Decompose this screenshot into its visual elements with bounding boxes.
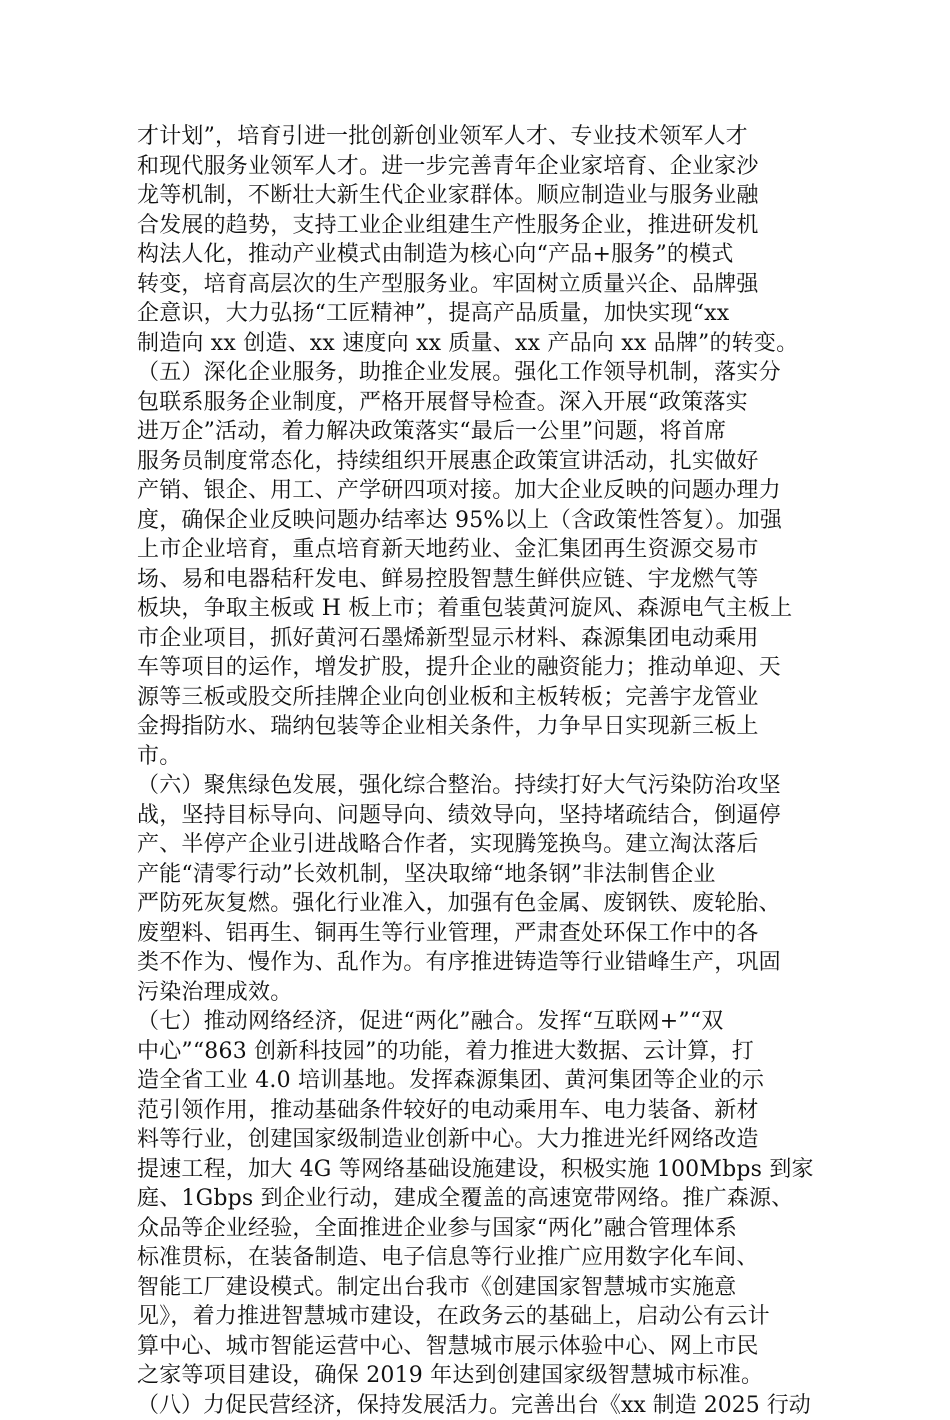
text-line: 产能“清零行动”长效机制，坚决取缔“地条钢”非法制售企业 xyxy=(137,860,817,890)
text-line: 合发展的趋势，支持工业企业组建生产性服务企业，推进研发机 xyxy=(137,211,817,241)
text-line: 庭、1Gbps 到企业行动，建成全覆盖的高速宽带网络。推广森源、 xyxy=(137,1184,817,1214)
text-line: 源等三板或股交所挂牌企业向创业板和主板转板；完善宇龙管业 xyxy=(137,683,817,713)
text-line: 中心”“863 创新科技园”的功能，着力推进大数据、云计算，打 xyxy=(137,1037,817,1067)
text-line: 污染治理成效。 xyxy=(137,978,817,1008)
text-line: 企意识，大力弘扬“工匠精神”，提高产品质量，加快实现“xx xyxy=(137,299,817,329)
text-line: 场、易和电器秸秆发电、鲜易控股智慧生鲜供应链、宇龙燃气等 xyxy=(137,565,817,595)
text-line: 提速工程，加大 4G 等网络基础设施建设，积极实施 100Mbps 到家 xyxy=(137,1155,817,1185)
text-line: 板块，争取主板或 H 板上市；着重包装黄河旋风、森源电气主板上 xyxy=(137,594,817,624)
text-line: 范引领作用，推动基础条件较好的电动乘用车、电力装备、新材 xyxy=(137,1096,817,1126)
text-line: 进万企”活动，着力解决政策落实“最后一公里”问题，将首席 xyxy=(137,417,817,447)
body-text xyxy=(137,122,817,1420)
text-line: （六）聚焦绿色发展，强化综合整治。持续打好大气污染防治攻坚 xyxy=(137,771,817,801)
text-line: 造全省工业 4.0 培训基地。发挥森源集团、黄河集团等企业的示 xyxy=(137,1066,817,1096)
text-line: 度，确保企业反映问题办结率达 95%以上（含政策性答复）。加强 xyxy=(137,506,817,536)
text-line: 制造向 xx 创造、xx 速度向 xx 质量、xx 产品向 xx 品牌”的转变。 xyxy=(137,329,817,359)
text-line: 市企业项目，抓好黄河石墨烯新型显示材料、森源集团电动乘用 xyxy=(137,624,817,654)
text-line: 标准贯标，在装备制造、电子信息等行业推广应用数字化车间、 xyxy=(137,1243,817,1273)
text-line: 上市企业培育，重点培育新天地药业、金汇集团再生资源交易市 xyxy=(137,535,817,565)
text-line: 众品等企业经验，全面推进企业参与国家“两化”融合管理体系 xyxy=(137,1214,817,1244)
text-line: 废塑料、铝再生、铜再生等行业管理，严肃查处环保工作中的各 xyxy=(137,919,817,949)
text-line: 产销、银企、用工、产学研四项对接。加大企业反映的问题办理力 xyxy=(137,476,817,506)
text-line: （八）力促民营经济，保持发展活力。完善出台《xx 制造 2025 行动 xyxy=(137,1391,817,1420)
text-line: 车等项目的运作，增发扩股，提升企业的融资能力；推动单迎、天 xyxy=(137,653,817,683)
text-line: 智能工厂建设模式。制定出台我市《创建国家智慧城市实施意 xyxy=(137,1273,817,1303)
text-line: 龙等机制，不断壮大新生代企业家群体。顺应制造业与服务业融 xyxy=(137,181,817,211)
text-line: 战，坚持目标导向、问题导向、绩效导向，坚持堵疏结合，倒逼停 xyxy=(137,801,817,831)
text-line: 构法人化，推动产业模式由制造为核心向“产品+服务”的模式 xyxy=(137,240,817,270)
text-line: 和现代服务业领军人才。进一步完善青年企业家培育、企业家沙 xyxy=(137,152,817,182)
text-line: 产、半停产企业引进战略合作者，实现腾笼换鸟。建立淘汰落后 xyxy=(137,830,817,860)
text-line: （五）深化企业服务，助推企业发展。强化工作领导机制，落实分 xyxy=(137,358,817,388)
text-line: 包联系服务企业制度，严格开展督导检查。深入开展“政策落实 xyxy=(137,388,817,418)
text-line: 类不作为、慢作为、乱作为。有序推进铸造等行业错峰生产，巩固 xyxy=(137,948,817,978)
text-line: 转变，培育高层次的生产型服务业。牢固树立质量兴企、品牌强 xyxy=(137,270,817,300)
text-line: 严防死灰复燃。强化行业准入，加强有色金属、废钢铁、废轮胎、 xyxy=(137,889,817,919)
text-line: 市。 xyxy=(137,742,817,772)
text-line: 金拇指防水、瑞纳包装等企业相关条件，力争早日实现新三板上 xyxy=(137,712,817,742)
text-line: 见》，着力推进智慧城市建设，在政务云的基础上，启动公有云计 xyxy=(137,1302,817,1332)
text-line: 算中心、城市智能运营中心、智慧城市展示体验中心、网上市民 xyxy=(137,1332,817,1362)
text-line: 之家等项目建设，确保 2019 年达到创建国家级智慧城市标准。 xyxy=(137,1361,817,1391)
text-line: 才计划”，培育引进一批创新创业领军人才、专业技术领军人才 xyxy=(137,122,817,152)
text-line: 服务员制度常态化，持续组织开展惠企政策宣讲活动，扎实做好 xyxy=(137,447,817,477)
text-line: 料等行业，创建国家级制造业创新中心。大力推进光纤网络改造 xyxy=(137,1125,817,1155)
text-line: （七）推动网络经济，促进“两化”融合。发挥“互联网+”“双 xyxy=(137,1007,817,1037)
